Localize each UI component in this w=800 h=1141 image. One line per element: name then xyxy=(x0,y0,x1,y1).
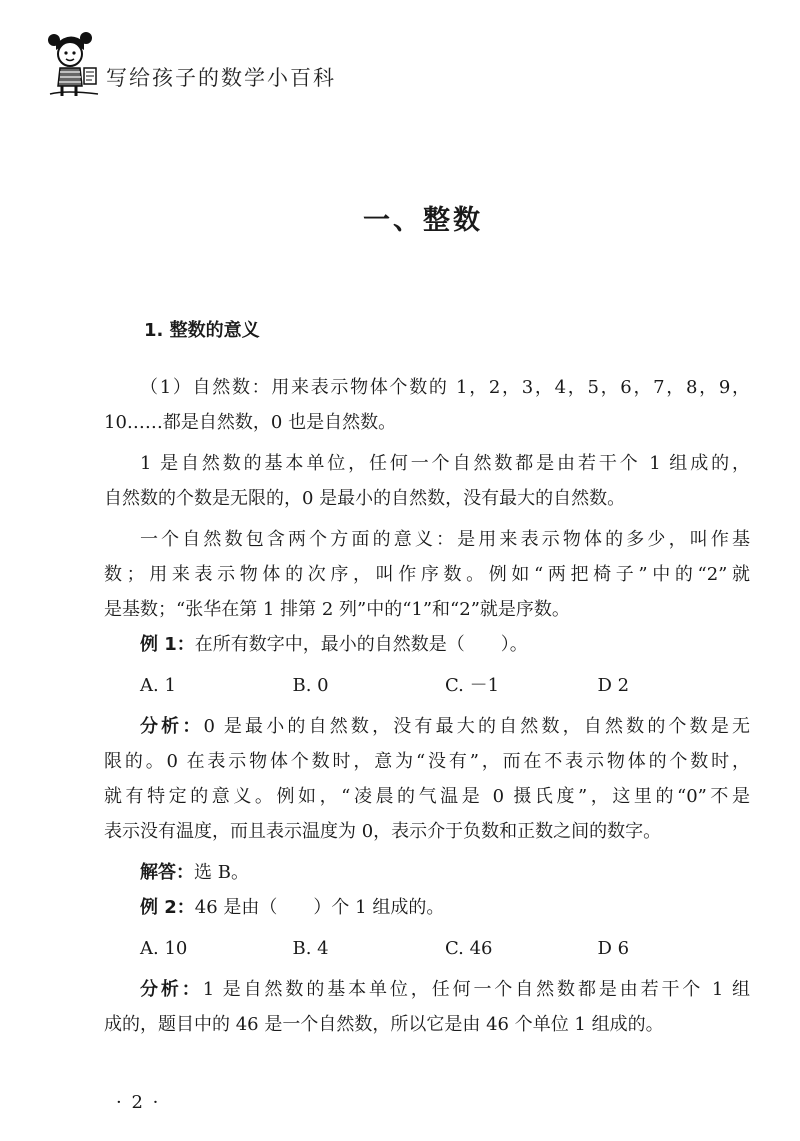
answer-label: 解答： xyxy=(140,862,194,883)
paragraph-line: 一个自然数包含两个方面的意义：是用来表示物体的多少，叫作基 xyxy=(140,529,750,550)
paragraph-line: 限的。0 在表示物体个数时，意为“没有”，而在不表示物体的个数时， xyxy=(104,751,750,772)
example-1-analysis xyxy=(104,709,750,744)
example-2-options xyxy=(104,931,750,966)
analysis-label: 分析： xyxy=(140,979,203,1000)
page-header xyxy=(46,28,766,98)
analysis-text: 0 是最小的自然数，没有最大的自然数，自然数的个数是无 xyxy=(203,716,750,737)
example-2-label: 例 2： xyxy=(140,897,195,918)
paragraph-line: 表示没有温度，而且表示温度为 0，表示介于负数和正数之间的数字。 xyxy=(104,821,662,842)
paragraph-line: 数；用来表示物体的次序，叫作序数。例如“两把椅子”中的“2”就 xyxy=(104,564,750,585)
paragraph-line: 自然数的个数是无限的，0 是最小的自然数，没有最大的自然数。 xyxy=(104,488,626,509)
example-2-question-text: 46 是由（ ）个 1 组成的。 xyxy=(194,897,445,918)
chapter-title: 一、整数 xyxy=(363,205,483,236)
page-number: · 2 · xyxy=(116,1092,161,1113)
option-c: C. －1 xyxy=(445,675,500,696)
option-d: D 6 xyxy=(597,938,630,959)
example-1-question xyxy=(104,627,750,662)
option-b: B. 4 xyxy=(292,938,329,959)
section-title: 1. 整数的意义 xyxy=(144,320,260,341)
paragraph-line: 成的，题目中的 46 是一个自然数，所以它是由 46 个单位 1 组成的。 xyxy=(104,1014,664,1035)
analysis-text: 1 是自然数的基本单位，任何一个自然数都是由若干个 1 组 xyxy=(202,979,750,1000)
example-1-answer xyxy=(104,855,750,890)
paragraph-line: 1 是自然数的基本单位，任何一个自然数都是由若干个 1 组成的， xyxy=(140,453,750,474)
answer-text: 选 B。 xyxy=(194,862,249,883)
example-2-question xyxy=(104,890,750,925)
girl-mascot-icon xyxy=(46,28,102,98)
option-d: D 2 xyxy=(597,675,630,696)
option-b: B. 0 xyxy=(292,675,329,696)
example-1-question-text: 在所有数字中，最小的自然数是（ ）。 xyxy=(194,634,528,655)
paragraph-line: 就有特定的意义。例如，“凌晨的气温是 0 摄氏度”，这里的“0”不是 xyxy=(104,786,750,807)
example-2-analysis xyxy=(104,972,750,1007)
paragraph-line: 10……都是自然数，0 也是自然数。 xyxy=(104,412,397,433)
paragraph-line: （1）自然数：用来表示物体个数的 1，2，3，4，5，6，7，8，9， xyxy=(140,377,750,398)
example-1-options xyxy=(104,668,750,703)
page-body xyxy=(104,370,750,1042)
option-a: A. 1 xyxy=(140,675,176,696)
option-a: A. 10 xyxy=(140,938,188,959)
series-title: 写给孩子的数学小百科 xyxy=(106,66,336,90)
paragraph-line: 是基数；“张华在第 1 排第 2 列”中的“1”和“2”就是序数。 xyxy=(104,599,570,620)
example-1-label: 例 1： xyxy=(140,634,195,655)
option-c: C. 46 xyxy=(445,938,493,959)
analysis-label: 分析： xyxy=(140,716,204,737)
